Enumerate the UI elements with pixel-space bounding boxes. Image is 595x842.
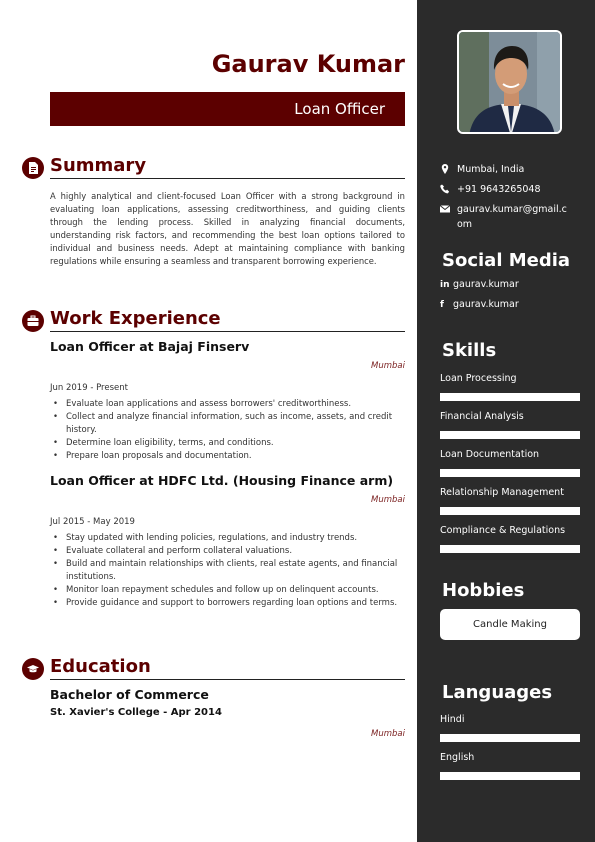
languages-heading: Languages: [442, 682, 553, 703]
social-heading: Social Media: [442, 250, 571, 271]
skill-bar: [440, 507, 580, 515]
list-item: • Prepare loan proposals and documentation.: [50, 450, 405, 463]
list-item: • Stay updated with lending policies, regulations, and industry trends.: [50, 532, 405, 545]
summary-heading: Summary: [50, 155, 147, 176]
skill-label: Financial Analysis: [440, 411, 524, 422]
skill-bar: [440, 431, 580, 439]
social-facebook[interactable]: [440, 299, 519, 310]
language-label: Hindi: [440, 714, 465, 725]
summary-text: A highly analytical and client-focused Loan Officer with a strong background in evaluating loan applications, assessing creditworthiness, and guiding clients through the lending process. Skilled in analyzing financial documents, understanding risk factors, and recommending the best loan options tailored to individual and business needs. Adept at maintaining compliance with banking regulations while ensuring a seamless and transparent borrowing experience.: [50, 191, 405, 266]
profile-photo: [457, 30, 562, 134]
list-item: • Evaluate loan applications and assess borrowers' creditworthiness.: [50, 398, 405, 411]
graduation-cap-icon: [22, 658, 44, 680]
job-location: Mumbai: [371, 495, 405, 505]
education-location: Mumbai: [371, 729, 405, 739]
role-banner: [50, 92, 405, 126]
list-item: • Collect and analyze financial information, such as income, assets, and credit history.: [50, 411, 405, 437]
skill-label: Compliance & Regulations: [440, 525, 566, 536]
skill-bar: [440, 545, 580, 553]
social-linkedin[interactable]: [440, 279, 519, 290]
document-icon: [22, 157, 44, 179]
degree: Bachelor of Commerce: [50, 687, 209, 702]
language-label: English: [440, 752, 475, 763]
envelope-icon: [440, 204, 450, 214]
map-pin-icon: [440, 164, 450, 174]
hobbies-heading: Hobbies: [442, 580, 525, 601]
list-item: • Build and maintain relationships with clients, real estate agents, and financial institutions.: [50, 558, 405, 584]
contact-email-text[interactable]: gaurav.kumar@gmail.c om: [457, 204, 567, 230]
skill-label: Loan Processing: [440, 373, 517, 384]
contact-email: [440, 202, 580, 232]
skill-label: Loan Documentation: [440, 449, 540, 460]
education-heading: Education: [50, 656, 151, 677]
education-divider: [50, 679, 405, 680]
facebook-icon: f: [440, 300, 444, 310]
skills-heading: Skills: [442, 340, 497, 361]
social-linkedin-label: gaurav.kumar: [453, 279, 519, 290]
skill-bar: [440, 393, 580, 401]
experience-heading: Work Experience: [50, 308, 221, 329]
skill-bar: [440, 469, 580, 477]
job-title: Loan Officer at Bajaj Finserv: [50, 339, 250, 354]
job-duties-list: [50, 398, 405, 463]
job-duties-list: [50, 532, 405, 610]
school: St. Xavier's College - Apr 2014: [50, 707, 222, 718]
role-title: Loan Officer: [294, 100, 385, 118]
list-item: • Determine loan eligibility, terms, and conditions.: [50, 437, 405, 450]
contact-phone-text[interactable]: +91 9643265048: [457, 184, 541, 195]
contact-phone: [440, 182, 580, 197]
job-dates: Jul 2015 - May 2019: [50, 517, 135, 527]
list-item: • Evaluate collateral and perform collateral valuations.: [50, 545, 405, 558]
skill-label: Relationship Management: [440, 487, 564, 498]
social-facebook-label: gaurav.kumar: [453, 299, 519, 310]
experience-divider: [50, 331, 405, 332]
language-bar: [440, 772, 580, 780]
summary-divider: [50, 178, 405, 179]
contact-location: [440, 162, 580, 177]
phone-icon: [440, 184, 450, 194]
job-location: Mumbai: [371, 361, 405, 371]
linkedin-icon: in: [440, 280, 450, 290]
candidate-name: Gaurav Kumar: [211, 50, 405, 78]
job-title: Loan Officer at HDFC Ltd. (Housing Finance arm): [50, 473, 394, 488]
language-bar: [440, 734, 580, 742]
hobby-chip: Candle Making: [440, 609, 580, 640]
list-item: • Provide guidance and support to borrowers regarding loan options and terms.: [50, 597, 405, 610]
list-item: • Monitor loan repayment schedules and follow up on delinquent accounts.: [50, 584, 405, 597]
job-dates: Jun 2019 - Present: [50, 383, 128, 393]
briefcase-icon: [22, 310, 44, 332]
contact-location-text: Mumbai, India: [457, 164, 525, 175]
